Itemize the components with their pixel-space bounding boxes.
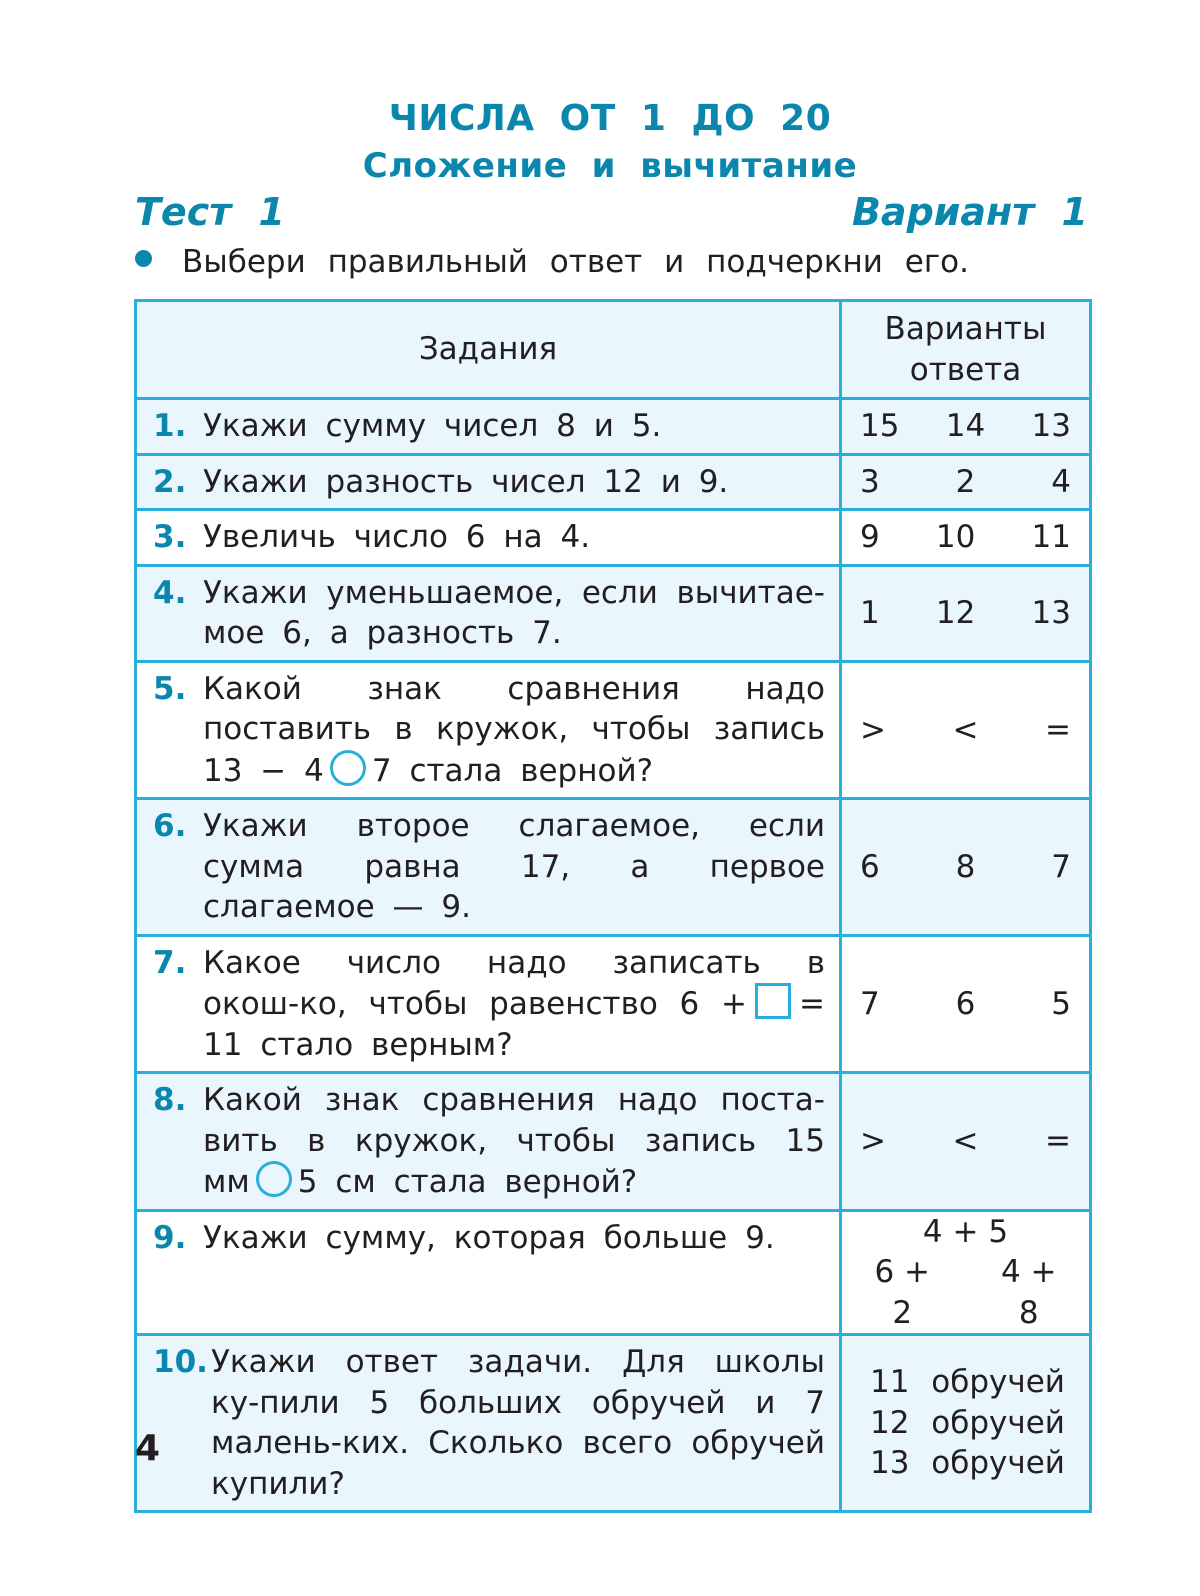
question-number: 1.	[153, 408, 187, 444]
header-tasks: Задания	[136, 301, 841, 399]
answer-option[interactable]: 4 + 8	[1000, 1254, 1057, 1331]
table-header-row	[136, 301, 1091, 399]
square-blank-icon	[755, 983, 791, 1019]
question-cell	[136, 1210, 841, 1335]
answer-cell	[841, 1073, 1091, 1211]
answer-option[interactable]: 15	[860, 408, 900, 444]
section-title: ЧИСЛА ОТ 1 ДО 20	[388, 98, 832, 139]
question-text-part: = 11	[203, 986, 825, 1063]
answer-option[interactable]: <	[952, 711, 979, 748]
question-text-part: Какой знак сравнения надо поставить в кружок, чтобы запись 13 − 4	[203, 670, 825, 789]
question-text: Укажи уменьшаемое, если вычитае-мое 6, а разность 7.	[203, 574, 825, 651]
table-row	[136, 399, 1091, 455]
answer-option[interactable]: 9	[860, 519, 880, 555]
question-number: 2.	[153, 463, 187, 500]
table-row	[136, 565, 1091, 661]
question-cell	[136, 565, 841, 661]
header-answers-line1: Варианты	[884, 310, 1047, 347]
table-row	[136, 1335, 1091, 1512]
question-text: Укажи второе слагаемое, если сумма равна 17, а первое слагаемое — 9.	[203, 808, 825, 925]
question-text: Увеличь число 6 на 4.	[203, 519, 591, 555]
question-number: 3.	[153, 519, 187, 555]
question-cell	[136, 661, 841, 799]
answer-cell	[841, 661, 1091, 799]
table-row	[136, 1073, 1091, 1211]
answer-option[interactable]: 2	[955, 463, 976, 500]
question-text-part: 15 мм	[203, 1122, 825, 1200]
answer-option[interactable]: =	[1045, 711, 1071, 748]
table-row	[136, 935, 1091, 1073]
answer-option[interactable]: 4	[1051, 463, 1071, 500]
question-text-part: 7	[371, 752, 392, 789]
question-number: 4.	[153, 574, 187, 611]
question-text	[203, 943, 825, 1066]
section-subtitle: Сложение и вычитание	[362, 146, 858, 186]
question-cell	[136, 1335, 841, 1512]
instruction-text: Выбери правильный ответ и подчеркни его.	[182, 244, 969, 280]
question-number: 10.	[153, 1344, 208, 1380]
circle-blank-icon	[256, 1161, 292, 1197]
instruction	[135, 244, 969, 280]
question-text: Укажи сумму, которая больше 9.	[203, 1219, 775, 1256]
question-text	[203, 669, 825, 792]
answer-option[interactable]: 12	[935, 594, 976, 631]
question-number: 9.	[153, 1219, 187, 1256]
question-text-part: Какой знак сравнения надо поста-вить в кружок, чтобы запись	[203, 1082, 825, 1159]
header-answers	[841, 301, 1091, 399]
answer-option[interactable]: 5	[1051, 985, 1071, 1022]
table-row	[136, 454, 1091, 510]
answer-option[interactable]: 1	[860, 594, 880, 631]
table-row	[136, 799, 1091, 936]
answer-option[interactable]: 13	[1031, 408, 1071, 444]
answer-option[interactable]: 7	[860, 985, 880, 1022]
variant-label: Вариант 1	[851, 190, 1088, 234]
circle-blank-icon	[330, 750, 366, 786]
answer-cell	[841, 1335, 1091, 1512]
answer-option[interactable]: 11 обручей	[870, 1364, 1065, 1401]
answer-option[interactable]: 14	[945, 408, 986, 444]
question-text	[203, 1080, 825, 1203]
question-text-part: 5 см стала верной?	[297, 1164, 638, 1200]
answer-cell	[841, 565, 1091, 661]
question-cell	[136, 935, 841, 1073]
test-label: Тест 1	[135, 190, 285, 234]
page-number: 4	[135, 1428, 161, 1469]
answer-option[interactable]: 6 + 2	[874, 1254, 931, 1331]
question-text-part: Какое число надо записать в окош-ко, чтобы равенство 6 +	[203, 944, 825, 1022]
answer-option[interactable]: 4 + 5	[922, 1213, 1009, 1250]
test-table	[134, 299, 1092, 1513]
answer-cell	[841, 935, 1091, 1073]
answer-option[interactable]: <	[952, 1123, 979, 1159]
question-number: 7.	[153, 944, 187, 981]
question-text-part: стало верным?	[260, 1026, 513, 1063]
answer-option[interactable]: 3	[860, 463, 880, 500]
table-row	[136, 661, 1091, 799]
answer-cell	[841, 510, 1091, 566]
answer-option[interactable]: 13	[1031, 594, 1071, 631]
answer-option[interactable]: 11	[1031, 519, 1071, 555]
question-cell	[136, 510, 841, 566]
answer-cell	[841, 1210, 1091, 1335]
question-cell	[136, 799, 841, 936]
answer-cell	[841, 399, 1091, 455]
bullet-icon	[135, 250, 152, 267]
header-answers-line2: ответа	[909, 351, 1022, 388]
answer-option[interactable]: 7	[1051, 848, 1071, 885]
answer-option[interactable]: 12 обручей	[870, 1404, 1065, 1441]
answer-option[interactable]: =	[1045, 1123, 1071, 1159]
question-text: Укажи ответ задачи. Для школы ку-пили 5 больших обручей и 7 малень-ких. Сколько всего обручей купили?	[211, 1344, 825, 1502]
question-cell	[136, 1073, 841, 1211]
question-text: Укажи сумму чисел 8 и 5.	[203, 408, 662, 444]
answer-option[interactable]: >	[860, 1123, 886, 1159]
question-number: 8.	[153, 1082, 187, 1118]
answer-option[interactable]: 8	[955, 848, 976, 885]
answer-option[interactable]: 6	[860, 848, 880, 885]
question-text: Укажи разность чисел 12 и 9.	[203, 463, 729, 500]
answer-cell	[841, 799, 1091, 936]
answer-option[interactable]: 13 обручей	[870, 1445, 1065, 1482]
answer-option[interactable]: >	[860, 711, 886, 748]
question-cell	[136, 399, 841, 455]
answer-cell	[841, 454, 1091, 510]
answer-option[interactable]: 10	[935, 519, 976, 555]
question-number: 6.	[153, 808, 187, 844]
table-row	[136, 1210, 1091, 1335]
table-row	[136, 510, 1091, 566]
question-text-part: стала верной?	[409, 752, 654, 789]
question-number: 5.	[153, 670, 187, 707]
answer-option[interactable]: 6	[955, 985, 976, 1022]
question-cell	[136, 454, 841, 510]
